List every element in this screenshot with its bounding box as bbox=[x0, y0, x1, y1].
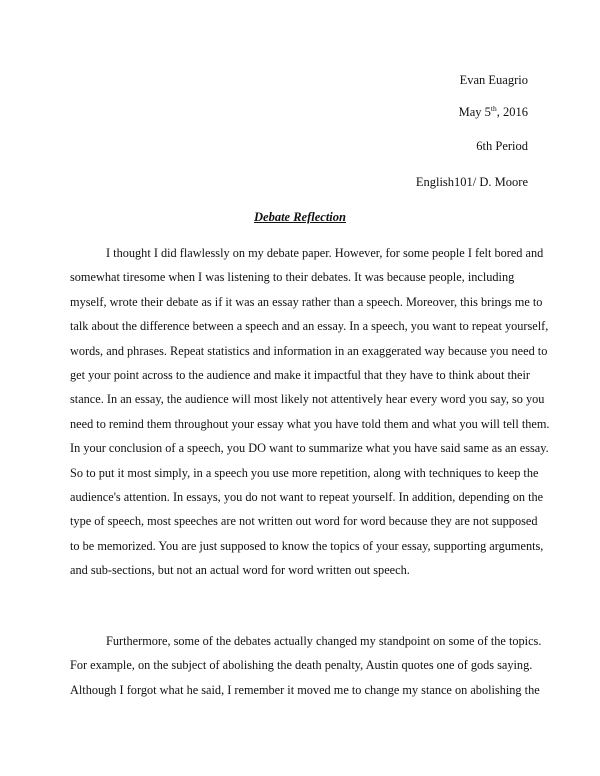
course-teacher: English101/ D. Moore bbox=[415, 175, 528, 189]
paragraph-line: stance. In an essay, the audience will most likely not attentively hear every word you say, so you bbox=[70, 392, 545, 407]
paragraph-line: somewhat tiresome when I was listening to their debates. It was because people, including bbox=[70, 270, 515, 285]
class-period: 6th Period bbox=[476, 139, 528, 153]
paragraph-line: I thought I did flawlessly on my debate paper. However, for some people I felt bored and bbox=[106, 246, 544, 260]
paragraph-line: audience's attention. In essays, you do not want to repeat yourself. In addition, depending on the bbox=[70, 490, 544, 505]
date-month-day: May 5 bbox=[458, 105, 491, 119]
paragraph-line: Furthermore, some of the debates actually changed my standpoint on some of the topics. bbox=[106, 634, 542, 648]
paragraph-line: Although I forgot what he said, I remember it moved me to change my stance on abolishing the bbox=[70, 682, 540, 697]
paragraph-line: type of speech, most speeches are not written out word for word because they are not supposed bbox=[70, 514, 538, 529]
date-year: , 2016 bbox=[496, 105, 528, 119]
paragraph-2 bbox=[70, 629, 542, 702]
essay-title: Debate Reflection bbox=[254, 210, 346, 224]
paragraph-line: to be memorized. You are just supposed to know the topics of your essay, supporting arguments, bbox=[70, 538, 544, 553]
paragraph-line: get your point across to the audience and make it impactful that they have to think about their bbox=[70, 368, 530, 383]
paragraph-1 bbox=[70, 241, 550, 583]
date-ordinal-suffix: th bbox=[490, 104, 497, 113]
author-name: Evan Euagrio bbox=[459, 73, 528, 87]
paragraph-line: So to put it most simply, in a speech you use more repetition, along with techniques to keep the bbox=[70, 465, 539, 480]
paragraph-line: For example, on the subject of abolishing the death penalty, Austin quotes one of gods saying. bbox=[70, 658, 533, 673]
date-line bbox=[459, 104, 528, 120]
paragraph-line: myself, wrote their debate as if it was an essay rather than a speech. Moreover, this brings me to bbox=[70, 294, 543, 309]
paragraph-line: words, and phrases. Repeat statistics and information in an exaggerated way because you need to bbox=[70, 343, 548, 358]
paragraph-line: talk about the difference between a speech and an essay. In a speech, you want to repeat yourself, bbox=[70, 319, 549, 334]
paragraph-line: and sub-sections, but not an actual word for word written out speech. bbox=[70, 563, 410, 578]
paragraph-line: In your conclusion of a speech, you DO want to summarize what you have said same as an essay. bbox=[70, 441, 549, 456]
paragraph-line: need to remind them throughout your essay what you have told them and what you will tell them. bbox=[70, 416, 550, 431]
